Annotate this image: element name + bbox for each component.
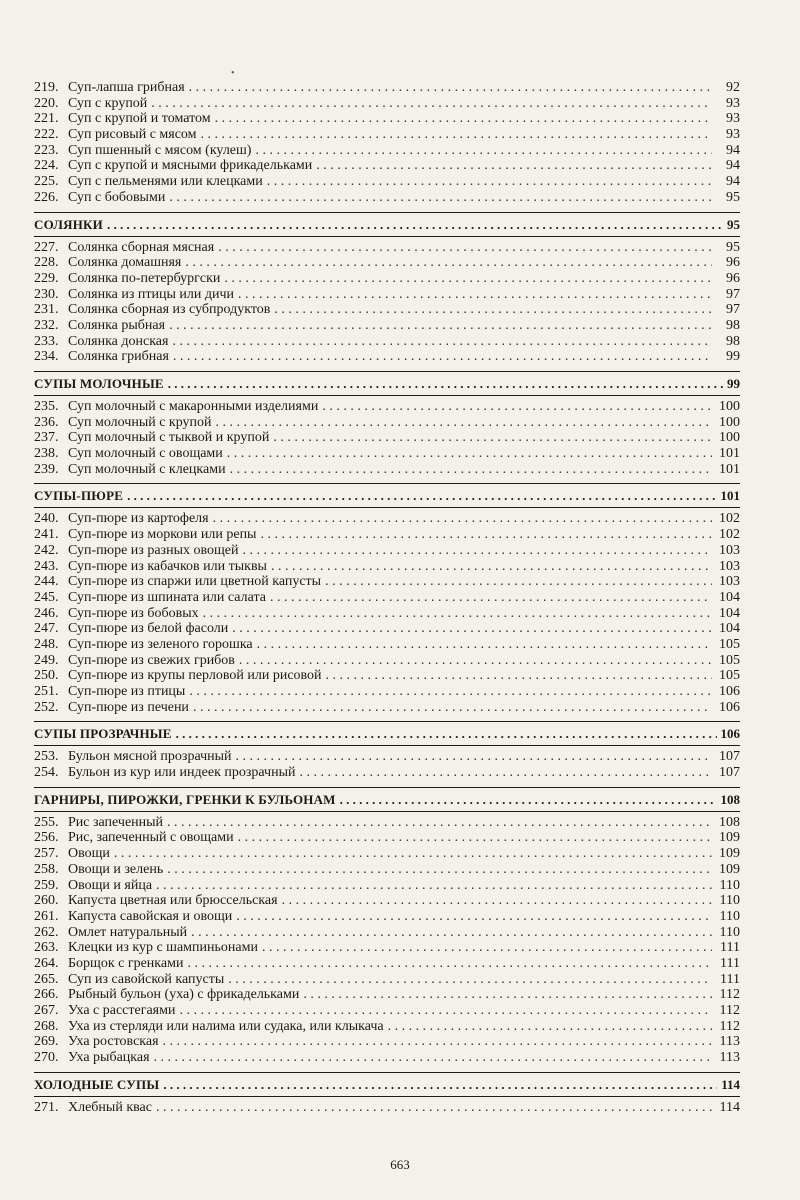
- entry-page-number: 112: [719, 987, 740, 1003]
- toc-entry: [34, 700, 740, 716]
- entry-number: 230.: [34, 286, 59, 302]
- toc-entry: [34, 749, 740, 765]
- entry-page-number: 109: [719, 861, 740, 877]
- entry-list: [34, 507, 740, 717]
- entry-number: 222.: [34, 127, 59, 143]
- section-heading: [34, 212, 740, 236]
- entry-number: 269.: [34, 1034, 59, 1050]
- entry-title: Суп-пюре из белой фасоли: [68, 621, 229, 637]
- leader-dots: [169, 190, 712, 206]
- entry-page-number: 111: [720, 940, 740, 956]
- entry-page-number: 93: [726, 127, 740, 143]
- toc-entry: [34, 1003, 740, 1019]
- entry-title: Суп с крупой: [68, 95, 148, 111]
- toc-entry: [34, 574, 740, 590]
- leader-dots: [255, 143, 712, 159]
- entry-page-number: 104: [719, 589, 740, 605]
- toc-entry: [34, 80, 740, 96]
- entry-page-number: 110: [719, 877, 740, 893]
- leader-dots: [187, 956, 712, 972]
- entry-number: 233.: [34, 333, 59, 349]
- entry-number: 256.: [34, 830, 59, 846]
- leader-dots: [322, 399, 712, 415]
- entry-number: 254.: [34, 765, 59, 781]
- toc-entry: [34, 987, 740, 1003]
- entry-number: 261.: [34, 908, 59, 924]
- entry-number: 260.: [34, 893, 59, 909]
- entry-title: Суп молочный с крупой: [68, 414, 212, 430]
- entry-title: Суп молочный с тыквой и крупой: [68, 430, 270, 446]
- leader-dots: [228, 972, 712, 988]
- entry-number: 219.: [34, 80, 59, 95]
- leader-dots: [163, 1034, 712, 1050]
- entry-page-number: 95: [726, 239, 740, 255]
- toc-entry: [34, 96, 740, 112]
- entry-page-number: 109: [719, 846, 740, 862]
- entry-number: 251.: [34, 684, 59, 699]
- leader-dots: [185, 255, 712, 271]
- leader-dots: [260, 527, 712, 543]
- toc-entry: [34, 893, 740, 909]
- entry-page-number: 100: [719, 414, 740, 430]
- entry-page-number: 101: [719, 461, 740, 477]
- entry-number: 268.: [34, 1018, 59, 1034]
- section-page-number: 106: [720, 726, 740, 742]
- entry-number: 242.: [34, 542, 59, 558]
- entry-list: [34, 745, 740, 782]
- entry-title: Солянка сборная из субпродуктов: [68, 302, 271, 318]
- leader-dots: [156, 1100, 712, 1116]
- entry-title: Уха рыбацкая: [68, 1050, 150, 1066]
- entry-title: Суп из савойской капусты: [68, 971, 225, 987]
- entry-title: Солянка по-петербургски: [68, 270, 221, 286]
- entry-number: 237.: [34, 430, 59, 446]
- entry-number: 253.: [34, 749, 59, 765]
- entry-title: Капуста цветная или брюссельская: [68, 893, 278, 909]
- leader-dots: [270, 590, 712, 606]
- toc-entry: [34, 940, 740, 956]
- toc-entry: [34, 653, 740, 669]
- toc-entry: [34, 1100, 740, 1116]
- entry-page-number: 100: [719, 399, 740, 414]
- toc-entry: [34, 143, 740, 159]
- toc-entry: [34, 318, 740, 334]
- entry-number: 265.: [34, 971, 59, 987]
- toc-entry: [34, 846, 740, 862]
- leader-dots: [238, 287, 712, 303]
- entry-page-number: 105: [719, 668, 740, 684]
- entry-title: Уха с расстегаями: [68, 1003, 176, 1018]
- section-page-number: 114: [721, 1076, 740, 1092]
- entry-title: Солянка домашняя: [68, 255, 182, 271]
- entry-page-number: 104: [719, 605, 740, 621]
- section-page-number: 99: [727, 376, 740, 391]
- leader-dots: [169, 318, 712, 334]
- toc-entry: [34, 127, 740, 143]
- entry-page-number: 110: [719, 908, 740, 924]
- entry-title: Солянка донская: [68, 333, 169, 349]
- entry-title: Клецки из кур с шампиньонами: [68, 940, 258, 956]
- section-title: СОЛЯНКИ: [34, 216, 103, 232]
- section-title: ГАРНИРЫ, ПИРОЖКИ, ГРЕНКИ К БУЛЬОНАМ: [34, 791, 336, 807]
- entry-title: Суп-пюре из картофеля: [68, 511, 209, 527]
- entry-title: Суп-пюре из птицы: [68, 684, 186, 699]
- entry-page-number: 112: [719, 1003, 740, 1018]
- leader-dots: [236, 749, 712, 765]
- leader-dots: [224, 271, 712, 287]
- entry-page-number: 114: [719, 1099, 740, 1115]
- entry-list: [34, 80, 740, 208]
- entry-title: Суп с бобовыми: [68, 189, 166, 205]
- entry-title: Солянка сборная мясная: [68, 239, 215, 255]
- entry-title: Суп с пельменями или клецками: [68, 174, 263, 190]
- toc-entry: [34, 1019, 740, 1035]
- leader-dots: [340, 788, 717, 811]
- toc-entry: [34, 1050, 740, 1066]
- toc-entry: [34, 684, 740, 700]
- toc-entry: [34, 255, 740, 271]
- leader-dots: [191, 925, 712, 941]
- leader-dots: [299, 765, 712, 781]
- entry-title: Солянка рыбная: [68, 317, 166, 333]
- entry-title: Суп-пюре из крупы перловой или рисовой: [68, 668, 322, 684]
- leader-dots: [274, 302, 712, 318]
- entry-title: Суп-пюре из зеленого горошка: [68, 636, 253, 652]
- entry-number: 267.: [34, 1003, 59, 1018]
- entry-page-number: 107: [719, 749, 740, 765]
- entry-title: Суп молочный с овощами: [68, 446, 223, 462]
- toc-entry: [34, 190, 740, 206]
- entry-page-number: 113: [719, 1050, 740, 1066]
- entry-page-number: 99: [726, 349, 740, 365]
- entry-page-number: 106: [719, 684, 740, 699]
- entry-list: [34, 395, 740, 479]
- entry-page-number: 96: [726, 255, 740, 271]
- entry-number: 240.: [34, 511, 59, 527]
- leader-dots: [273, 430, 712, 446]
- entry-page-number: 92: [726, 80, 740, 95]
- toc-entry: [34, 1034, 740, 1050]
- leader-dots: [127, 484, 716, 507]
- entry-number: 250.: [34, 668, 59, 684]
- leader-dots: [236, 909, 712, 925]
- entry-number: 264.: [34, 955, 59, 971]
- entry-number: 248.: [34, 636, 59, 652]
- entry-page-number: 101: [719, 446, 740, 462]
- section-heading: [34, 371, 740, 395]
- entry-title: Рис, запеченный с овощами: [68, 830, 234, 846]
- entry-number: 232.: [34, 317, 59, 333]
- toc-entry: [34, 765, 740, 781]
- entry-page-number: 111: [720, 955, 740, 971]
- toc-entry: [34, 511, 740, 527]
- leader-dots: [326, 668, 712, 684]
- entry-number: 244.: [34, 574, 59, 590]
- entry-list: [34, 811, 740, 1068]
- table-of-contents: [34, 80, 740, 1117]
- leader-dots: [156, 878, 712, 894]
- toc-entry: [34, 415, 740, 431]
- section-page-number: 101: [720, 488, 740, 504]
- entry-title: Рыбный бульон (уха) с фрикадельками: [68, 987, 300, 1003]
- entry-title: Суп-пюре из спаржи или цветной капусты: [68, 574, 322, 590]
- entry-title: Суп молочный с макаронными изделиями: [68, 399, 319, 414]
- entry-page-number: 94: [726, 142, 740, 158]
- toc-entry: [34, 430, 740, 446]
- leader-dots: [325, 574, 712, 590]
- entry-title: Борщок с гренками: [68, 955, 184, 971]
- entry-number: 258.: [34, 861, 59, 877]
- toc-entry: [34, 158, 740, 174]
- entry-number: 257.: [34, 846, 59, 862]
- toc-entry: [34, 925, 740, 941]
- entry-number: 245.: [34, 589, 59, 605]
- leader-dots: [230, 462, 712, 478]
- entry-number: 223.: [34, 142, 59, 158]
- toc-entry: [34, 830, 740, 846]
- entry-page-number: 98: [726, 317, 740, 333]
- leader-dots: [271, 559, 712, 575]
- entry-number: 259.: [34, 877, 59, 893]
- entry-page-number: 103: [719, 542, 740, 558]
- toc-entry: [34, 240, 740, 256]
- toc-entry: [34, 909, 740, 925]
- toc-entry: [34, 349, 740, 365]
- entry-page-number: 112: [719, 1018, 740, 1034]
- entry-title: Хлебный квас: [68, 1099, 152, 1115]
- entry-title: Капуста савойская и овощи: [68, 908, 233, 924]
- toc-entry: [34, 543, 740, 559]
- entry-number: 224.: [34, 158, 59, 174]
- leader-dots: [179, 1003, 712, 1019]
- entry-number: 271.: [34, 1099, 59, 1115]
- entry-number: 229.: [34, 270, 59, 286]
- entry-page-number: 104: [719, 621, 740, 637]
- entry-page-number: 105: [719, 636, 740, 652]
- entry-number: 227.: [34, 239, 59, 255]
- entry-title: Овощи и зелень: [68, 861, 164, 877]
- entry-number: 246.: [34, 605, 59, 621]
- entry-number: 234.: [34, 349, 59, 365]
- leader-dots: [154, 1050, 712, 1066]
- entry-number: 235.: [34, 399, 59, 414]
- entry-number: 236.: [34, 414, 59, 430]
- entry-title: Рис запеченный: [68, 814, 164, 830]
- leader-dots: [215, 111, 712, 127]
- toc-entry: [34, 302, 740, 318]
- entry-title: Суп молочный с клецками: [68, 461, 226, 477]
- entry-page-number: 103: [719, 574, 740, 590]
- entry-number: 262.: [34, 924, 59, 940]
- entry-title: Уха ростовская: [68, 1034, 159, 1050]
- toc-entry: [34, 878, 740, 894]
- entry-number: 225.: [34, 174, 59, 190]
- entry-title: Бульон мясной прозрачный: [68, 749, 232, 765]
- entry-page-number: 103: [719, 558, 740, 574]
- entry-list: [34, 1096, 740, 1118]
- entry-number: 247.: [34, 621, 59, 637]
- section-title: СУПЫ ПРОЗРАЧНЫЕ: [34, 726, 172, 742]
- toc-entry: [34, 462, 740, 478]
- entry-title: Суп-пюре из моркови или репы: [68, 527, 257, 543]
- toc-entry: [34, 972, 740, 988]
- toc-entry: [34, 174, 740, 190]
- entry-title: Суп с крупой и мясными фрикадельками: [68, 158, 313, 174]
- toc-entry: [34, 111, 740, 127]
- toc-entry: [34, 621, 740, 637]
- entry-number: 220.: [34, 95, 59, 111]
- entry-title: Суп-пюре из свежих грибов: [68, 652, 235, 668]
- entry-title: Уха из стерляди или налима или судака, или клыкача: [68, 1018, 384, 1034]
- entry-number: 266.: [34, 987, 59, 1003]
- leader-dots: [189, 80, 712, 96]
- section-title: ХОЛОДНЫЕ СУПЫ: [34, 1076, 160, 1092]
- leader-dots: [262, 940, 712, 956]
- leader-dots: [316, 158, 712, 174]
- leader-dots: [267, 174, 712, 190]
- entry-title: Бульон из кур или индеек прозрачный: [68, 765, 296, 781]
- leader-dots: [388, 1019, 712, 1035]
- entry-page-number: 96: [726, 270, 740, 286]
- leader-dots: [193, 700, 712, 716]
- entry-page-number: 97: [726, 302, 740, 318]
- entry-page-number: 106: [719, 699, 740, 715]
- entry-page-number: 105: [719, 652, 740, 668]
- entry-page-number: 100: [719, 430, 740, 446]
- entry-number: 255.: [34, 814, 59, 830]
- print-speck: •: [231, 68, 235, 79]
- page-number: 663: [390, 1157, 410, 1172]
- entry-title: Солянка грибная: [68, 349, 169, 365]
- entry-number: 241.: [34, 527, 59, 543]
- entry-page-number: 113: [719, 1034, 740, 1050]
- leader-dots: [172, 334, 712, 350]
- leader-dots: [107, 213, 723, 236]
- toc-entry: [34, 637, 740, 653]
- section-title: СУПЫ МОЛОЧНЫЕ: [34, 376, 164, 391]
- entry-page-number: 109: [719, 830, 740, 846]
- section-heading: [34, 787, 740, 811]
- leader-dots: [213, 511, 712, 527]
- toc-entry: [34, 559, 740, 575]
- section-page-number: 95: [727, 216, 740, 232]
- entry-title: Овощи и яйца: [68, 877, 153, 893]
- section-heading: [34, 1072, 740, 1096]
- leader-dots: [227, 446, 712, 462]
- leader-dots: [168, 372, 723, 395]
- entry-page-number: 108: [719, 814, 740, 830]
- entry-page-number: 95: [726, 189, 740, 205]
- toc-entry: [34, 956, 740, 972]
- toc-entry: [34, 446, 740, 462]
- leader-dots: [167, 862, 712, 878]
- entry-page-number: 111: [720, 971, 740, 987]
- leader-dots: [167, 815, 712, 831]
- leader-dots: [282, 893, 712, 909]
- entry-list: [34, 236, 740, 368]
- toc-entry: [34, 527, 740, 543]
- toc-entry: [34, 334, 740, 350]
- entry-page-number: 107: [719, 765, 740, 781]
- entry-title: Суп-пюре из шпината или салата: [68, 589, 266, 605]
- entry-number: 252.: [34, 699, 59, 715]
- entry-number: 263.: [34, 940, 59, 956]
- leader-dots: [238, 830, 712, 846]
- leader-dots: [216, 415, 712, 431]
- entry-page-number: 110: [719, 924, 740, 940]
- leader-dots: [257, 637, 712, 653]
- toc-entry: [34, 271, 740, 287]
- leader-dots: [114, 846, 712, 862]
- toc-entry: [34, 590, 740, 606]
- entry-page-number: 93: [726, 95, 740, 111]
- entry-title: Суп рисовый с мясом: [68, 127, 197, 143]
- leader-dots: [173, 349, 712, 365]
- leader-dots: [151, 96, 712, 112]
- section-title: СУПЫ-ПЮРЕ: [34, 488, 124, 504]
- entry-number: 243.: [34, 558, 59, 574]
- entry-page-number: 102: [719, 527, 740, 543]
- toc-entry: [34, 606, 740, 622]
- section-heading: [34, 483, 740, 507]
- entry-page-number: 94: [726, 174, 740, 190]
- toc-entry: [34, 862, 740, 878]
- leader-dots: [163, 1073, 717, 1096]
- leader-dots: [203, 606, 712, 622]
- entry-number: 270.: [34, 1050, 59, 1066]
- entry-title: Суп-пюре из разных овощей: [68, 542, 239, 558]
- entry-page-number: 94: [726, 158, 740, 174]
- entry-title: Суп-лапша грибная: [68, 80, 185, 95]
- entry-number: 228.: [34, 255, 59, 271]
- toc-entry: [34, 668, 740, 684]
- entry-number: 226.: [34, 189, 59, 205]
- entry-page-number: 102: [719, 511, 740, 527]
- entry-title: Омлет натуральный: [68, 924, 188, 940]
- leader-dots: [242, 543, 712, 559]
- leader-dots: [189, 684, 712, 700]
- entry-title: Суп пшенный с мясом (кулеш): [68, 142, 252, 158]
- entry-number: 231.: [34, 302, 59, 318]
- entry-title: Суп-пюре из бобовых: [68, 605, 199, 621]
- entry-number: 238.: [34, 446, 59, 462]
- entry-page-number: 93: [726, 111, 740, 127]
- leader-dots: [239, 653, 712, 669]
- entry-page-number: 98: [726, 333, 740, 349]
- leader-dots: [303, 987, 712, 1003]
- entry-page-number: 110: [719, 893, 740, 909]
- leader-dots: [176, 722, 717, 745]
- entry-page-number: 97: [726, 286, 740, 302]
- entry-number: 221.: [34, 111, 59, 127]
- section-heading: [34, 721, 740, 745]
- entry-number: 249.: [34, 652, 59, 668]
- entry-title: Суп-пюре из печени: [68, 699, 189, 715]
- entry-title: Суп с крупой и томатом: [68, 111, 211, 127]
- toc-entry: [34, 287, 740, 303]
- entry-title: Овощи: [68, 846, 110, 862]
- toc-entry: [34, 815, 740, 831]
- section-page-number: 108: [720, 791, 740, 807]
- entry-title: Суп-пюре из кабачков или тыквы: [68, 558, 267, 574]
- leader-dots: [201, 127, 712, 143]
- entry-title: Солянка из птицы или дичи: [68, 286, 235, 302]
- leader-dots: [232, 621, 712, 637]
- toc-entry: [34, 399, 740, 415]
- leader-dots: [218, 240, 712, 256]
- entry-number: 239.: [34, 461, 59, 477]
